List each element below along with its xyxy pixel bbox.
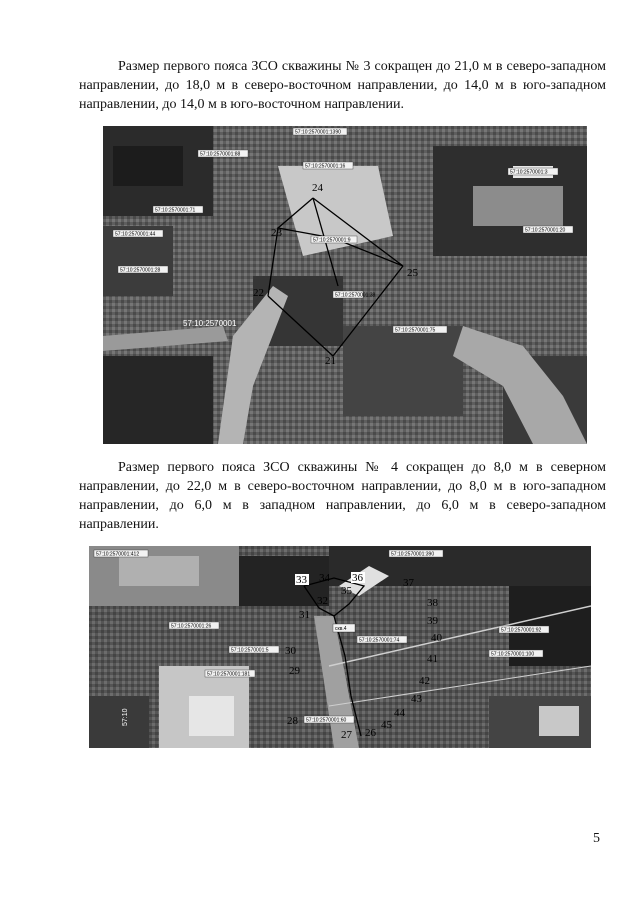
- cadastral-label: 57:10:2570001:1390: [295, 129, 341, 136]
- point-label: 36: [352, 572, 363, 584]
- cadastral-quarter-label: 57:10:2570001: [183, 319, 237, 328]
- cadastral-label: 57:10:2570001:181: [207, 671, 251, 678]
- point-label: 27: [341, 729, 352, 741]
- point-label: 24: [312, 182, 323, 194]
- point-label: 22: [253, 287, 264, 299]
- point-label: 35: [341, 585, 352, 597]
- point-label: 38: [427, 597, 438, 609]
- cadastral-label: 57:10:2570001:26: [171, 623, 212, 630]
- point-label: 30: [285, 645, 296, 657]
- point-label: 42: [419, 675, 430, 687]
- point-label: 29: [289, 665, 300, 677]
- point-label: 39: [427, 615, 438, 627]
- cadastral-label: 57:10:2570001:92: [501, 627, 542, 634]
- point-label: 44: [394, 707, 405, 719]
- point-label: 28: [287, 715, 298, 727]
- point-label: 43: [411, 693, 422, 705]
- point-label: 34: [319, 572, 330, 584]
- cadastral-label: 57:10:2570001:3: [510, 169, 548, 176]
- cadastral-label: 57:10:2570001:20: [525, 227, 566, 234]
- point-label: 41: [427, 653, 438, 665]
- cadastral-label: 57:10:2570001:74: [359, 637, 400, 644]
- cadastral-label: 57:10:2570001:44: [115, 231, 156, 238]
- point-label: 45: [381, 719, 392, 731]
- point-label: 31: [299, 609, 310, 621]
- cadastral-label: 57:10:2570001:390: [391, 551, 435, 558]
- point-label: 33: [296, 574, 307, 586]
- cadastral-label: 57:10:2570001:28: [120, 267, 161, 274]
- point-label: 23: [271, 227, 282, 239]
- point-label: 32: [317, 595, 328, 607]
- well-label: скв.4: [335, 626, 347, 632]
- cadastral-label: 57:10:2570001:71: [155, 207, 196, 214]
- cadastral-label: 57:10:2570001:38: [335, 292, 376, 299]
- cadastral-label: 57:10:2570001:100: [491, 651, 535, 658]
- aerial-map-well-3: [103, 126, 587, 444]
- point-label: 21: [325, 355, 336, 367]
- cadastral-label: 57:10:2570001:412: [96, 551, 140, 558]
- cadastral-label: 57:10:2570001:9: [313, 237, 351, 244]
- point-label: 26: [365, 727, 376, 739]
- point-label: 37: [403, 577, 414, 589]
- point-label: 25: [407, 267, 418, 279]
- cadastral-label: 57:10:2570001:88: [200, 151, 241, 158]
- page-number: 5: [593, 831, 600, 846]
- point-label: 40: [431, 632, 442, 644]
- cadastral-label: 57:10:2570001:5: [231, 647, 269, 654]
- paragraph-well-3: Размер первого пояса ЗСО скважины № 3 сокращен до 21,0 м в северо-западном направлении, до 18,0 м в северо-восточном направлении, до 14,0 м в юго-западном направлении, до 14,0 м в юго-восточном направлении.: [79, 59, 606, 112]
- aerial-map-well-4: [89, 546, 591, 748]
- cadastral-label: 57:10:2570001:75: [395, 327, 436, 334]
- cadastral-label: 57:10:2570001:16: [305, 163, 346, 170]
- cadastral-label: 57:10:2570001:60: [306, 717, 347, 724]
- side-cadastral-code: 57:10: [122, 708, 129, 726]
- paragraph-well-4: Размер первого пояса ЗСО скважины № 4 сокращен до 8,0 м в северном направлении, до 22,0 м в северо-восточном направлении, до 8,0 м в юго-западном направлении, до 6,0 м в западном направлении, до 6,0 м в северо-западном направлении.: [79, 460, 606, 532]
